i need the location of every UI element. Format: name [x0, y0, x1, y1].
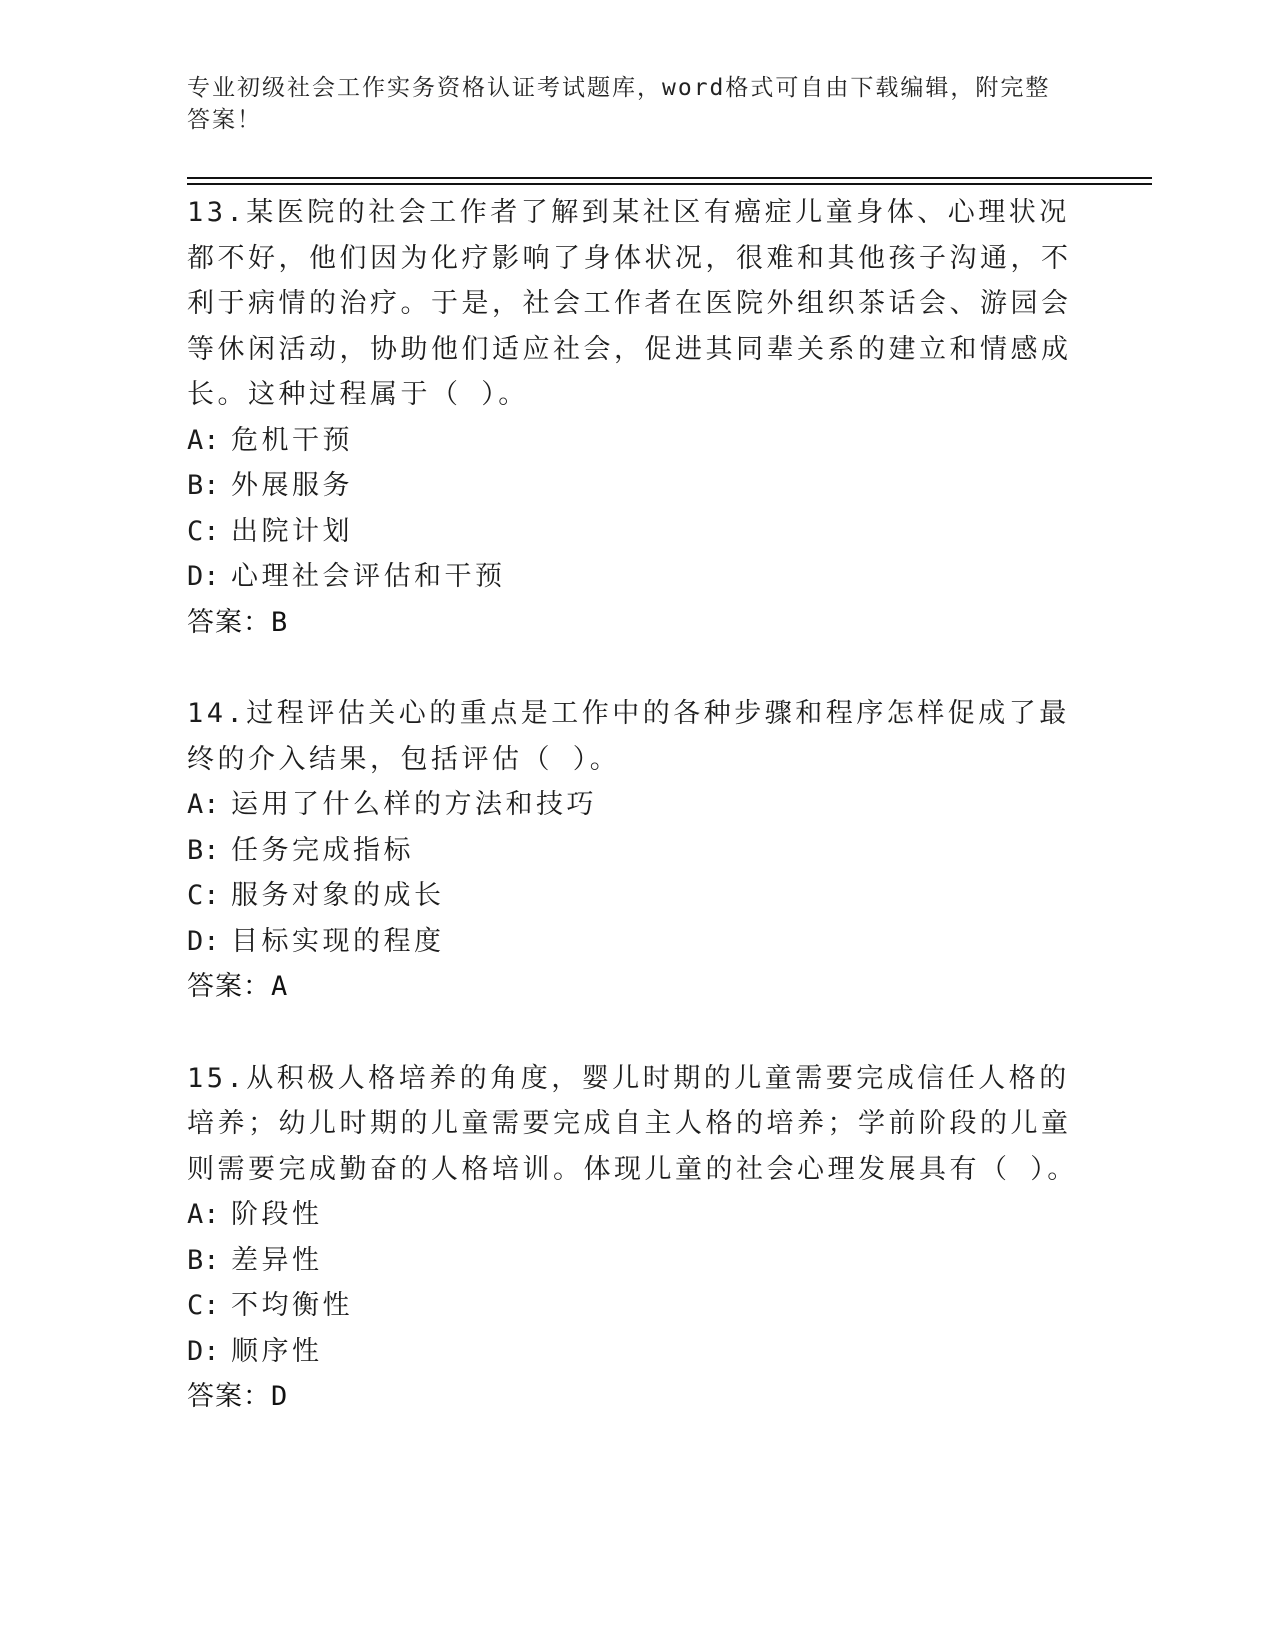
- option-text: 危机干预: [231, 424, 353, 456]
- option-d: [187, 919, 1087, 965]
- option-letter: D:: [187, 925, 220, 957]
- answer-label: 答案：: [187, 1381, 271, 1412]
- option-letter: A:: [187, 1199, 220, 1230]
- question-stem: 15.从积极人格培养的角度，婴儿时期的儿童需要完成信任人格的培养；幼儿时期的儿童需要完成自主人格的培养；学前阶段的儿童则需要完成勤奋的人格培训。体现儿童的社会心理发展具有（ ）。: [187, 1062, 1078, 1185]
- option-d: [187, 1329, 1087, 1375]
- option-text: 出院计划: [231, 515, 353, 547]
- answer-value: B: [271, 606, 289, 638]
- option-a: [187, 1192, 1087, 1238]
- option-text: 任务完成指标: [231, 834, 414, 866]
- option-letter: A:: [187, 789, 220, 820]
- answer-line: [187, 1374, 1087, 1420]
- option-a: [187, 782, 1087, 828]
- answer-line: [187, 964, 1087, 1010]
- option-letter: B:: [187, 834, 220, 866]
- option-letter: C:: [187, 1290, 220, 1321]
- option-text: 不均衡性: [231, 1290, 353, 1321]
- question-item: [187, 190, 1087, 645]
- option-text: 服务对象的成长: [231, 880, 445, 911]
- option-text: 运用了什么样的方法和技巧: [231, 789, 597, 820]
- option-letter: B:: [187, 470, 220, 501]
- answer-value: A: [271, 971, 289, 1002]
- page-header: [187, 72, 1067, 136]
- header-divider-bottom: [187, 183, 1152, 185]
- option-c: [187, 1283, 1087, 1329]
- option-c: [187, 873, 1087, 919]
- option-c: [187, 509, 1087, 555]
- question-stem: 14.过程评估关心的重点是工作中的各种步骤和程序怎样促成了最终的介入结果，包括评估（ ）。: [187, 698, 1070, 775]
- option-text: 心理社会评估和干预: [231, 561, 506, 592]
- option-letter: C:: [187, 515, 220, 547]
- option-a: [187, 418, 1087, 464]
- answer-value: D: [271, 1381, 289, 1412]
- option-letter: B:: [187, 1244, 220, 1276]
- option-letter: D:: [187, 1335, 220, 1367]
- answer-line: [187, 600, 1087, 646]
- question-item: [187, 691, 1087, 1010]
- option-text: 顺序性: [231, 1335, 323, 1367]
- header-divider-top: [187, 177, 1152, 179]
- option-letter: D:: [187, 561, 220, 592]
- option-letter: C:: [187, 880, 220, 911]
- answer-label: 答案：: [187, 971, 271, 1002]
- option-text: 目标实现的程度: [231, 925, 445, 957]
- option-text: 外展服务: [231, 470, 353, 501]
- answer-label: 答案：: [187, 606, 271, 638]
- option-d: [187, 554, 1087, 600]
- header-text: 专业初级社会工作实务资格认证考试题库，word格式可自由下载编辑，附完整答案！: [187, 75, 1051, 133]
- question-stem: 13.某医院的社会工作者了解到某社区有癌症儿童身体、心理状况都不好，他们因为化疗影响了身体状况，很难和其他孩子沟通，不利于病情的治疗。于是，社会工作者在医院外组织茶话会、游园会等休闲活动，协助他们适应社会，促进其同辈关系的建立和情感成长。这种过程属于（ ）。: [187, 197, 1072, 410]
- option-b: [187, 463, 1087, 509]
- option-text: 差异性: [231, 1244, 323, 1276]
- option-letter: A:: [187, 424, 220, 456]
- option-b: [187, 1238, 1087, 1284]
- question-item: [187, 1056, 1087, 1420]
- question-list: [187, 190, 1087, 1466]
- option-text: 阶段性: [231, 1199, 323, 1230]
- option-b: [187, 828, 1087, 874]
